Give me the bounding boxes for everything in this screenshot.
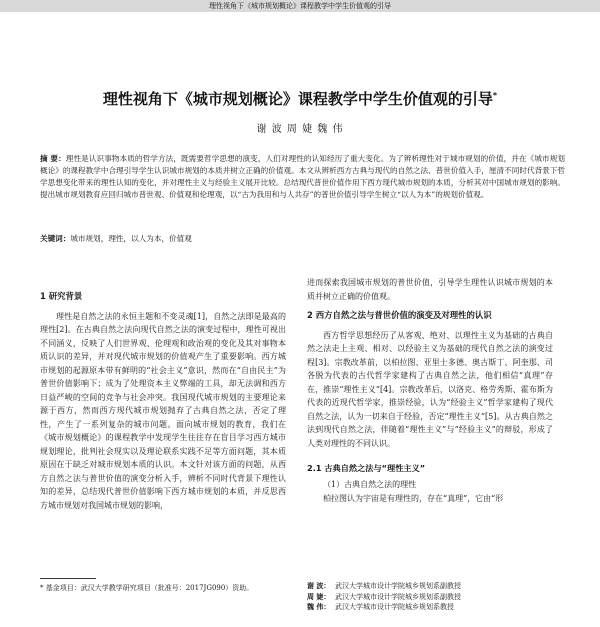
body-paragraph: 西方哲学思想经历了从客观、绝对、以理性主义为基础的古典自然之法走上主观、相对、以经验主义为基础的现代自然之法的演变过程[3]。宗教改革前，以柏拉图、亚里士多德、奥古斯丁、阿奎那、司各脱为代表的古代哲学家建构了古典自然之法，他们相信“真理”存在，推崇“理性主义”[4]。宗教改革后，以洛克、格劳秀斯、霍布斯为代表的近现代哲学家，推崇经验，认为“经验主义”哲学家建构了现代自然之法，认为一切来自于经验，否定“理性主义”[5]。从古典自然之法到现代自然之法，伴随着“理性主义”与“经验主义”的辩驳，形成了人类对理性的不同认识。 <box>307 330 553 448</box>
author-info-row: 谢 波： 武汉大学城市设计学院城乡规划系副教授 <box>307 582 461 590</box>
authors: 谢 波 周 婕 魏 伟 <box>256 124 344 135</box>
paper-title <box>40 88 560 109</box>
funding-footnote <box>40 582 286 594</box>
body-paragraph: 柏拉图认为宇宙是有理性的，存在“真理”，它由“形 <box>323 494 504 503</box>
paper-title-text: 理性视角下《城市规划概论》课程教学中学生价值观的引导 <box>102 90 493 108</box>
right-column <box>307 276 553 506</box>
section-heading-1: 1 研究背景 <box>40 291 83 301</box>
running-head <box>0 0 600 14</box>
abstract-text: 理性是认识事物本质的哲学方法，既需要哲学思想的演变，人们对理性的认知经历了重大变化。为了辨析理性对于城市规划的价值，并在《城市规划概论》的课程教学中合理引导学生认识城市规划的本质并树立正确的价值观。本文从辨析西方古典与现代的自然之法、普世价值入手，厘清不同时代背景下哲学思想变化带来的理性认知的变化，并对理性主义与经验主义展开比较。总结现代普世价值作用下西方现代城市规划的本质，分析其对中国城市规划的影响。提出城市规划教育应回归城市普世观、价值观和伦理观，以“古为我用和与人共存”的普世价值引导学生树立“以人为本”的规划价值观。 <box>40 154 565 199</box>
keywords <box>40 233 565 245</box>
footnote-mark: * <box>40 584 44 592</box>
author-info-row: 周 婕： 武汉大学城市设计学院城乡规划系副教授 <box>307 592 461 601</box>
subsection-heading-2-1: 2.1 古典自然之法与“理性主义” <box>307 463 426 473</box>
subsubsection-heading: （1）古典自然之法的理性 <box>323 479 417 489</box>
footnote-text: 基金项目：武汉大学教学研究项目（批准号：2017JG090）资助。 <box>45 584 254 592</box>
abstract-label: 摘 要： <box>40 154 66 163</box>
body-paragraph-continued: 进而探索我国城市规划的普世价值，引导学生理性认识城市规划的本质并树立正确的价值观。 <box>307 278 553 301</box>
section-heading-2: 2 西方自然之法与普世价值的演变及对理性的认识 <box>307 310 492 320</box>
author-info-row: 魏 伟： 武汉大学城市设计学院城乡规划系教授 <box>307 603 454 611</box>
abstract <box>40 153 565 201</box>
keywords-label: 关键词： <box>40 234 71 243</box>
author-info <box>307 581 567 613</box>
body-paragraph: 理性是自然之法的永恒主题和不变灵魂[1]，自然之法即是最高的理性[2]。在古典自然之法向现代自然之法的演变过程中，理性可视出不同涵义，反映了人们世界观、伦理观和政治观的变化及其对事物本质认识的差异，并对现代城市规划的价值观产生了重要影响。西方城市规划的起源原本带有鲜明的“社会主义”意识，然而在“自由民主”为普世价值影响下；成为了处理资本主义弊端的工具，却无法调和西方日益严峻的空间的竞争与社会冲突。我国现代城市规划的主要理论来源于西方，然而西方现代城市规划抛弃了古典自然之法，否定了理性，产生了一系列复杂的城市问题。面向城市规划的教育，我们在《城市规划概论》的课程教学中发现学生往往存在盲目学习西方城市规划理论，批判社会现实以及理论联系实践不足等方面问题，其本质原因在于缺乏对城市规划本质的认识。本文针对该方面的问题，从西方自然之法与普世价值的演变分析入手，辨析不同时代背景下理性认知的差异，总结现代普世价值影响下西方城市规划的本质，并反思西方城市规划对我国城市规划的影响， <box>40 311 286 510</box>
left-column <box>40 290 286 512</box>
running-head-text: 理性视角下《城市规划概论》课程教学中学生价值观的引导 <box>209 2 391 10</box>
keywords-text: 城市规划，理性，以人为本，价值观 <box>70 234 192 243</box>
title-footnote-mark: * <box>492 91 498 100</box>
footnote-rule <box>40 578 96 579</box>
